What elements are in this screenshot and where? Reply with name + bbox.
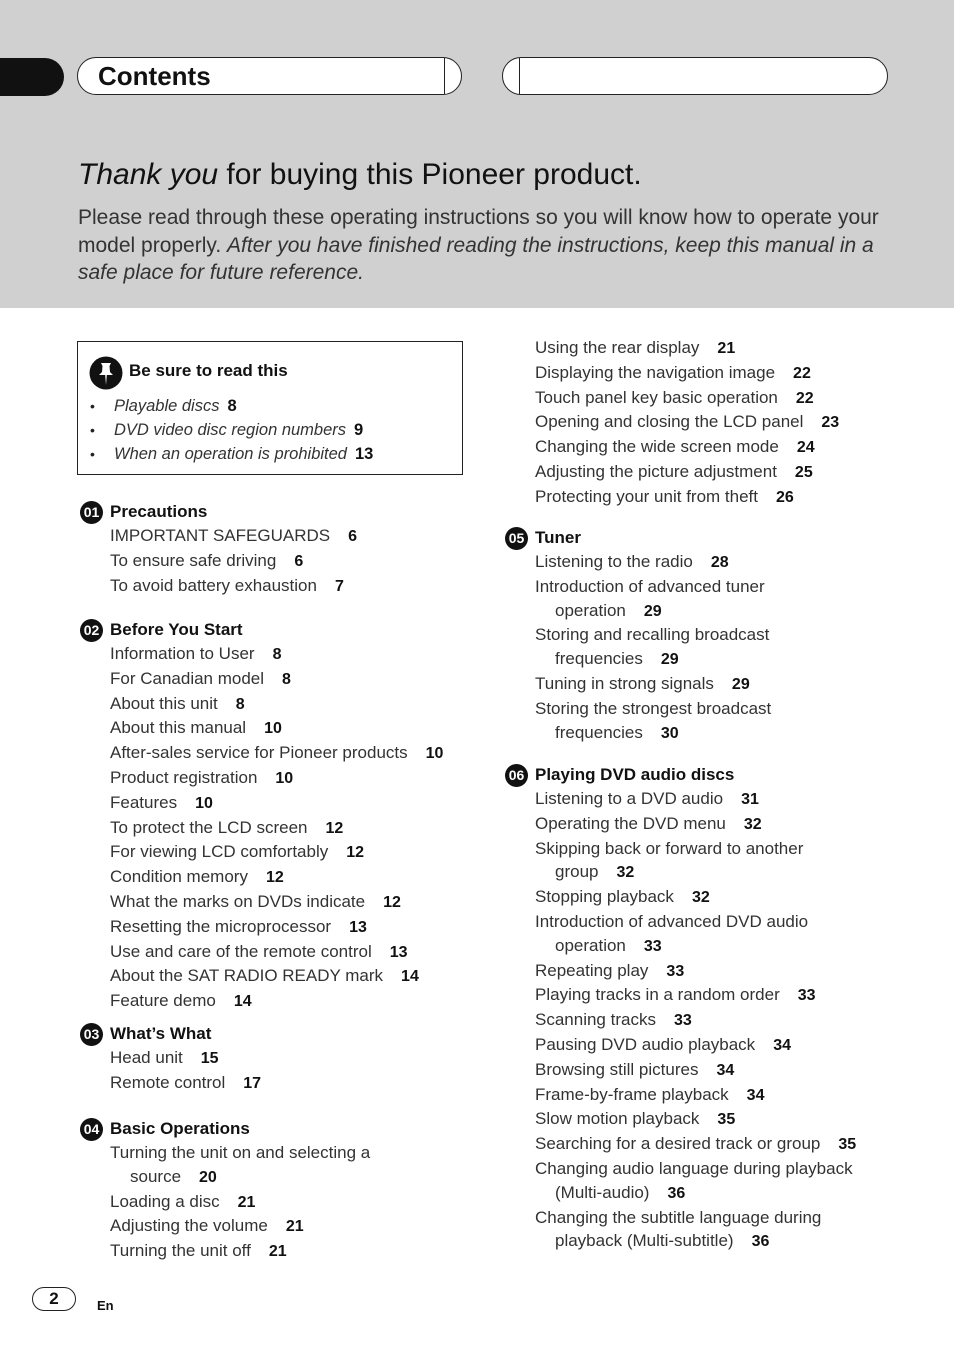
- toc-entry-page: 34: [773, 1036, 791, 1054]
- toc-entry-label: Storing the strongest broadcast: [535, 698, 772, 718]
- toc-entry-label-line2: operation: [555, 935, 626, 955]
- toc-entry[interactable]: [535, 812, 856, 837]
- toc-entry[interactable]: [110, 915, 443, 940]
- toc-entry-page: 8: [272, 646, 282, 663]
- toc-entry-page: 29: [731, 675, 750, 693]
- toc-entry[interactable]: [535, 1206, 856, 1255]
- section-number-badge: 04: [80, 1118, 103, 1141]
- toc-entry[interactable]: [535, 485, 839, 510]
- toc-entry-label-line2: (Multi-audio): [555, 1182, 650, 1202]
- toc-entry-continuation: [535, 860, 856, 885]
- section-heading[interactable]: [83, 1022, 261, 1046]
- toc-entry[interactable]: [110, 964, 443, 989]
- section-heading[interactable]: [83, 500, 357, 524]
- toc-entry-page: 26: [776, 488, 794, 506]
- toc-entry-label: Introduction of advanced tuner: [535, 576, 765, 596]
- toc-entry-continuation: [535, 934, 856, 959]
- contents-header-box: [77, 57, 462, 95]
- toc-entry-page: 14: [401, 968, 419, 986]
- toc-entry-label: Slow motion playback: [535, 1109, 700, 1129]
- toc-entry[interactable]: [535, 787, 856, 812]
- section-number-badge: 03: [80, 1023, 103, 1046]
- page-title: Contents: [98, 61, 211, 91]
- notice-item[interactable]: • When an operation is prohibited 13: [90, 445, 374, 463]
- toc-entry-page: 21: [285, 1218, 304, 1236]
- toc-entry[interactable]: [535, 1157, 856, 1206]
- section-header-box: [502, 57, 888, 95]
- toc-entry-page: 10: [195, 794, 213, 812]
- toc-entry[interactable]: [535, 435, 839, 460]
- toc-entry[interactable]: [535, 1107, 856, 1132]
- toc-entry-page: 33: [643, 937, 662, 955]
- section-title: Basic Operations: [110, 1119, 250, 1138]
- notice-list: [90, 394, 373, 466]
- toc-entry-label: About the SAT RADIO READY mark: [110, 966, 384, 986]
- be-sure-to-read-box: [77, 341, 463, 475]
- toc-entry[interactable]: [110, 642, 443, 667]
- toc-entry-label: For viewing LCD comfortably: [110, 842, 329, 862]
- toc-entry-page: 23: [821, 414, 840, 432]
- toc-entry-label-line2: frequencies: [555, 722, 643, 742]
- toc-entry-page: 29: [660, 651, 679, 669]
- toc-section-before-you-start: [83, 618, 444, 1014]
- toc-entry-page: 31: [741, 791, 759, 808]
- toc-entry[interactable]: [110, 865, 443, 890]
- toc-entry[interactable]: [535, 1083, 856, 1108]
- toc-section-playing-dvd-audio: [508, 763, 857, 1254]
- toc-section-whats-what: [83, 1022, 262, 1096]
- toc-entry[interactable]: [535, 983, 856, 1008]
- toc-entry[interactable]: [110, 940, 443, 965]
- toc-entry-page: 12: [383, 893, 401, 911]
- toc-entry-label-line2: playback (Multi-subtitle): [555, 1231, 734, 1251]
- toc-entry-label: Tuning in strong signals: [535, 673, 714, 693]
- section-title: Tuner: [535, 528, 581, 547]
- notice-title: Be sure to read this: [129, 361, 288, 380]
- toc-entry[interactable]: [110, 667, 443, 692]
- section-title: What’s What: [110, 1024, 212, 1043]
- toc-entry-label: Use and care of the remote control: [110, 941, 372, 961]
- section-number-badge: 05: [505, 527, 528, 550]
- toc-entry-page: 6: [294, 552, 304, 570]
- toc-entry-label: Turning the unit off: [110, 1241, 251, 1261]
- toc-entry[interactable]: [535, 410, 839, 435]
- toc-entry-page: 36: [667, 1184, 686, 1202]
- toc-entry[interactable]: [110, 1141, 370, 1190]
- toc-entry[interactable]: [110, 716, 443, 741]
- toc-entry[interactable]: [110, 791, 443, 816]
- toc-entry-label: To ensure safe driving: [110, 550, 277, 570]
- toc-entry-label: Condition memory: [110, 867, 248, 887]
- toc-entry-label: Introduction of advanced DVD audio: [535, 911, 809, 931]
- toc-entry-label-line2: frequencies: [555, 649, 643, 669]
- toc-entry-label: Feature demo: [110, 991, 216, 1011]
- toc-entry-label-line2: operation: [555, 600, 626, 620]
- section-heading[interactable]: [508, 763, 856, 787]
- toc-entry[interactable]: [110, 816, 443, 841]
- toc-entry-label: Head unit: [110, 1048, 183, 1067]
- toc-entry-page: 35: [717, 1111, 736, 1129]
- section-tab-marker: [0, 58, 64, 96]
- toc-entry-label: Protecting your unit from theft: [535, 486, 758, 506]
- toc-entry-continuation: [535, 721, 771, 746]
- section-heading[interactable]: [83, 618, 443, 642]
- toc-entry-page: 35: [838, 1136, 857, 1154]
- toc-entry[interactable]: [535, 1008, 856, 1033]
- section-heading[interactable]: [83, 1117, 370, 1141]
- toc-entry-page: 30: [660, 724, 679, 742]
- toc-section-basic-operations: [83, 1117, 371, 1264]
- toc-entry-label: Changing audio language during playback: [535, 1158, 853, 1178]
- toc-entry-page: 21: [237, 1193, 256, 1211]
- toc-entry-continuation: [535, 1181, 856, 1206]
- toc-entry-label: Listening to a DVD audio: [535, 789, 724, 808]
- toc-entry[interactable]: [535, 336, 839, 361]
- toc-entry[interactable]: [535, 460, 839, 485]
- toc-entry[interactable]: [110, 692, 443, 717]
- toc-entry-label: Opening and closing the LCD panel: [535, 412, 804, 432]
- thank-you-heading: Thank you for buying this Pioneer product.: [78, 158, 642, 191]
- toc-entry-label: Loading a disc: [110, 1191, 220, 1211]
- toc-entry-label: Browsing still pictures: [535, 1059, 699, 1079]
- toc-entry-page: 25: [794, 463, 813, 481]
- toc-entry-label: Touch panel key basic operation: [535, 387, 778, 407]
- toc-entry-page: 13: [389, 943, 408, 961]
- pushpin-icon: [89, 356, 123, 390]
- toc-entry-label: To avoid battery exhaustion: [110, 575, 317, 595]
- toc-entry[interactable]: [110, 741, 443, 766]
- toc-entry-label: Repeating play: [535, 960, 649, 980]
- toc-entry-label: Displaying the navigation image: [535, 362, 776, 382]
- section-title: Precautions: [110, 502, 208, 521]
- toc-entry-label: Adjusting the volume: [110, 1216, 268, 1236]
- section-number-badge: 01: [80, 501, 103, 524]
- toc-entry-label: Changing the subtitle language during: [535, 1207, 822, 1227]
- toc-entry[interactable]: [535, 959, 856, 984]
- toc-entry[interactable]: [110, 890, 443, 915]
- toc-entry[interactable]: [535, 697, 771, 746]
- toc-section-basic-operations-continued: [535, 336, 839, 510]
- toc-entry-label: What the marks on DVDs indicate: [110, 891, 366, 911]
- toc-entry-page: 14: [233, 993, 252, 1011]
- toc-entry[interactable]: [535, 361, 839, 386]
- intro-paragraph: Please read through these operating instructions so you will know how to operate your model properly. After you have finished reading the instructions, keep this manual in a safe place for future reference.: [78, 206, 879, 284]
- toc-entry-label: Product registration: [110, 767, 258, 787]
- page-number-badge: 2: [32, 1287, 76, 1311]
- toc-entry[interactable]: [535, 1132, 856, 1157]
- toc-entry-page: 32: [743, 815, 762, 833]
- toc-entry[interactable]: [535, 837, 856, 886]
- language-label: En: [97, 1298, 114, 1313]
- toc-entry-page: 34: [746, 1086, 765, 1104]
- toc-entry-label: About this unit: [110, 693, 218, 713]
- toc-entry-label: Turning the unit on and selecting a: [110, 1143, 371, 1162]
- toc-entry-label: Skipping back or forward to another: [535, 838, 804, 858]
- toc-entry-page: 22: [795, 389, 814, 407]
- toc-entry-label: Frame-by-frame playback: [535, 1084, 729, 1104]
- toc-entry-page: 20: [199, 1168, 217, 1186]
- toc-entry-page: 32: [691, 889, 710, 907]
- toc-entry-label: Stopping playback: [535, 887, 674, 907]
- toc-entry-page: 13: [349, 918, 367, 936]
- toc-entry-page: 21: [717, 340, 736, 357]
- toc-entry-page: 21: [268, 1243, 287, 1261]
- section-heading[interactable]: [508, 526, 771, 550]
- toc-entry-continuation: [535, 599, 771, 624]
- toc-entry-page: 7: [334, 577, 344, 595]
- section-title: Before You Start: [110, 620, 243, 639]
- toc-entry-label: Information to User: [110, 644, 255, 663]
- toc-entry-page: 33: [666, 962, 685, 980]
- toc-entry[interactable]: [535, 1033, 856, 1058]
- toc-entry-page: 10: [264, 720, 282, 738]
- toc-entry-page: 33: [797, 987, 816, 1005]
- toc-entry-page: 29: [643, 602, 662, 620]
- toc-entry-page: 17: [243, 1074, 262, 1092]
- toc-entry-label: Features: [110, 792, 178, 812]
- toc-entry-label: Using the rear display: [535, 338, 700, 357]
- toc-entry[interactable]: [110, 840, 443, 865]
- toc-entry-label-line2: group: [555, 862, 599, 882]
- section-number-badge: 06: [505, 764, 528, 787]
- toc-entry-page: 8: [282, 670, 291, 688]
- toc-entry-label: Listening to the radio: [535, 552, 693, 571]
- toc-entry-label-line2: source: [130, 1166, 182, 1186]
- toc-section-precautions: [83, 500, 357, 598]
- toc-entry[interactable]: [110, 549, 357, 574]
- toc-entry-label: For Canadian model: [110, 668, 265, 688]
- toc-entry[interactable]: [110, 1239, 370, 1264]
- toc-entry-page: 10: [275, 769, 294, 787]
- toc-entry-label: About this manual: [110, 718, 247, 738]
- toc-entry[interactable]: [535, 575, 771, 624]
- toc-entry-continuation: [110, 1165, 370, 1190]
- toc-entry[interactable]: [110, 766, 443, 791]
- toc-entry-page: 6: [348, 528, 357, 545]
- notice-item[interactable]: • DVD video disc region numbers 9: [90, 421, 364, 439]
- toc-entry-page: 15: [200, 1050, 219, 1067]
- toc-entry-page: 12: [325, 819, 344, 837]
- toc-entry-page: 32: [616, 864, 635, 882]
- toc-entry-page: 12: [265, 869, 284, 887]
- toc-entry-continuation: [535, 647, 771, 672]
- toc-entry-page: 12: [346, 844, 365, 862]
- toc-entry[interactable]: [110, 1046, 261, 1071]
- toc-entry[interactable]: [535, 386, 839, 411]
- toc-entry[interactable]: [535, 623, 771, 672]
- toc-entry[interactable]: [535, 910, 856, 959]
- toc-entry-label: Changing the wide screen mode: [535, 437, 779, 457]
- toc-entry-label: After-sales service for Pioneer products: [110, 743, 408, 763]
- toc-entry-page: 24: [796, 439, 815, 457]
- toc-entry-page: 33: [673, 1012, 692, 1030]
- toc-entry-page: 8: [235, 695, 245, 713]
- toc-entry-label: Operating the DVD menu: [535, 813, 726, 833]
- notice-item[interactable]: • Playable discs 8: [90, 397, 237, 415]
- toc-entry[interactable]: [535, 550, 771, 575]
- toc-entry-label: Playing tracks in a random order: [535, 985, 780, 1005]
- toc-entry-continuation: [535, 1229, 856, 1254]
- toc-entry-label: IMPORTANT SAFEGUARDS: [110, 526, 331, 545]
- toc-entry[interactable]: [110, 1190, 370, 1215]
- toc-section-tuner: [508, 526, 772, 745]
- toc-entry[interactable]: [535, 1058, 856, 1083]
- toc-entry[interactable]: [110, 1214, 370, 1239]
- toc-entry-page: 34: [716, 1061, 735, 1079]
- toc-entry-page: 10: [425, 745, 444, 763]
- toc-entry-label: Storing and recalling broadcast: [535, 625, 770, 645]
- toc-entry-page: 36: [751, 1233, 770, 1251]
- toc-entry[interactable]: [110, 574, 357, 599]
- toc-entry-label: Pausing DVD audio playback: [535, 1034, 756, 1054]
- toc-entry-label: Resetting the microprocessor: [110, 916, 332, 936]
- toc-entry[interactable]: [535, 885, 856, 910]
- toc-entry[interactable]: [535, 672, 771, 697]
- toc-entry-label: Scanning tracks: [535, 1010, 656, 1030]
- toc-entry-label: Adjusting the picture adjustment: [535, 461, 777, 481]
- section-number-badge: 02: [80, 619, 103, 642]
- toc-entry[interactable]: [110, 524, 357, 549]
- section-title: Playing DVD audio discs: [535, 765, 735, 784]
- toc-entry-label: Searching for a desired track or group: [535, 1134, 821, 1154]
- toc-entry-label: To protect the LCD screen: [110, 817, 308, 837]
- toc-entry-label: Remote control: [110, 1072, 226, 1092]
- toc-entry[interactable]: [110, 1071, 261, 1096]
- toc-entry-page: 22: [793, 364, 811, 382]
- toc-entry-page: 28: [710, 554, 729, 571]
- toc-entry[interactable]: [110, 989, 443, 1014]
